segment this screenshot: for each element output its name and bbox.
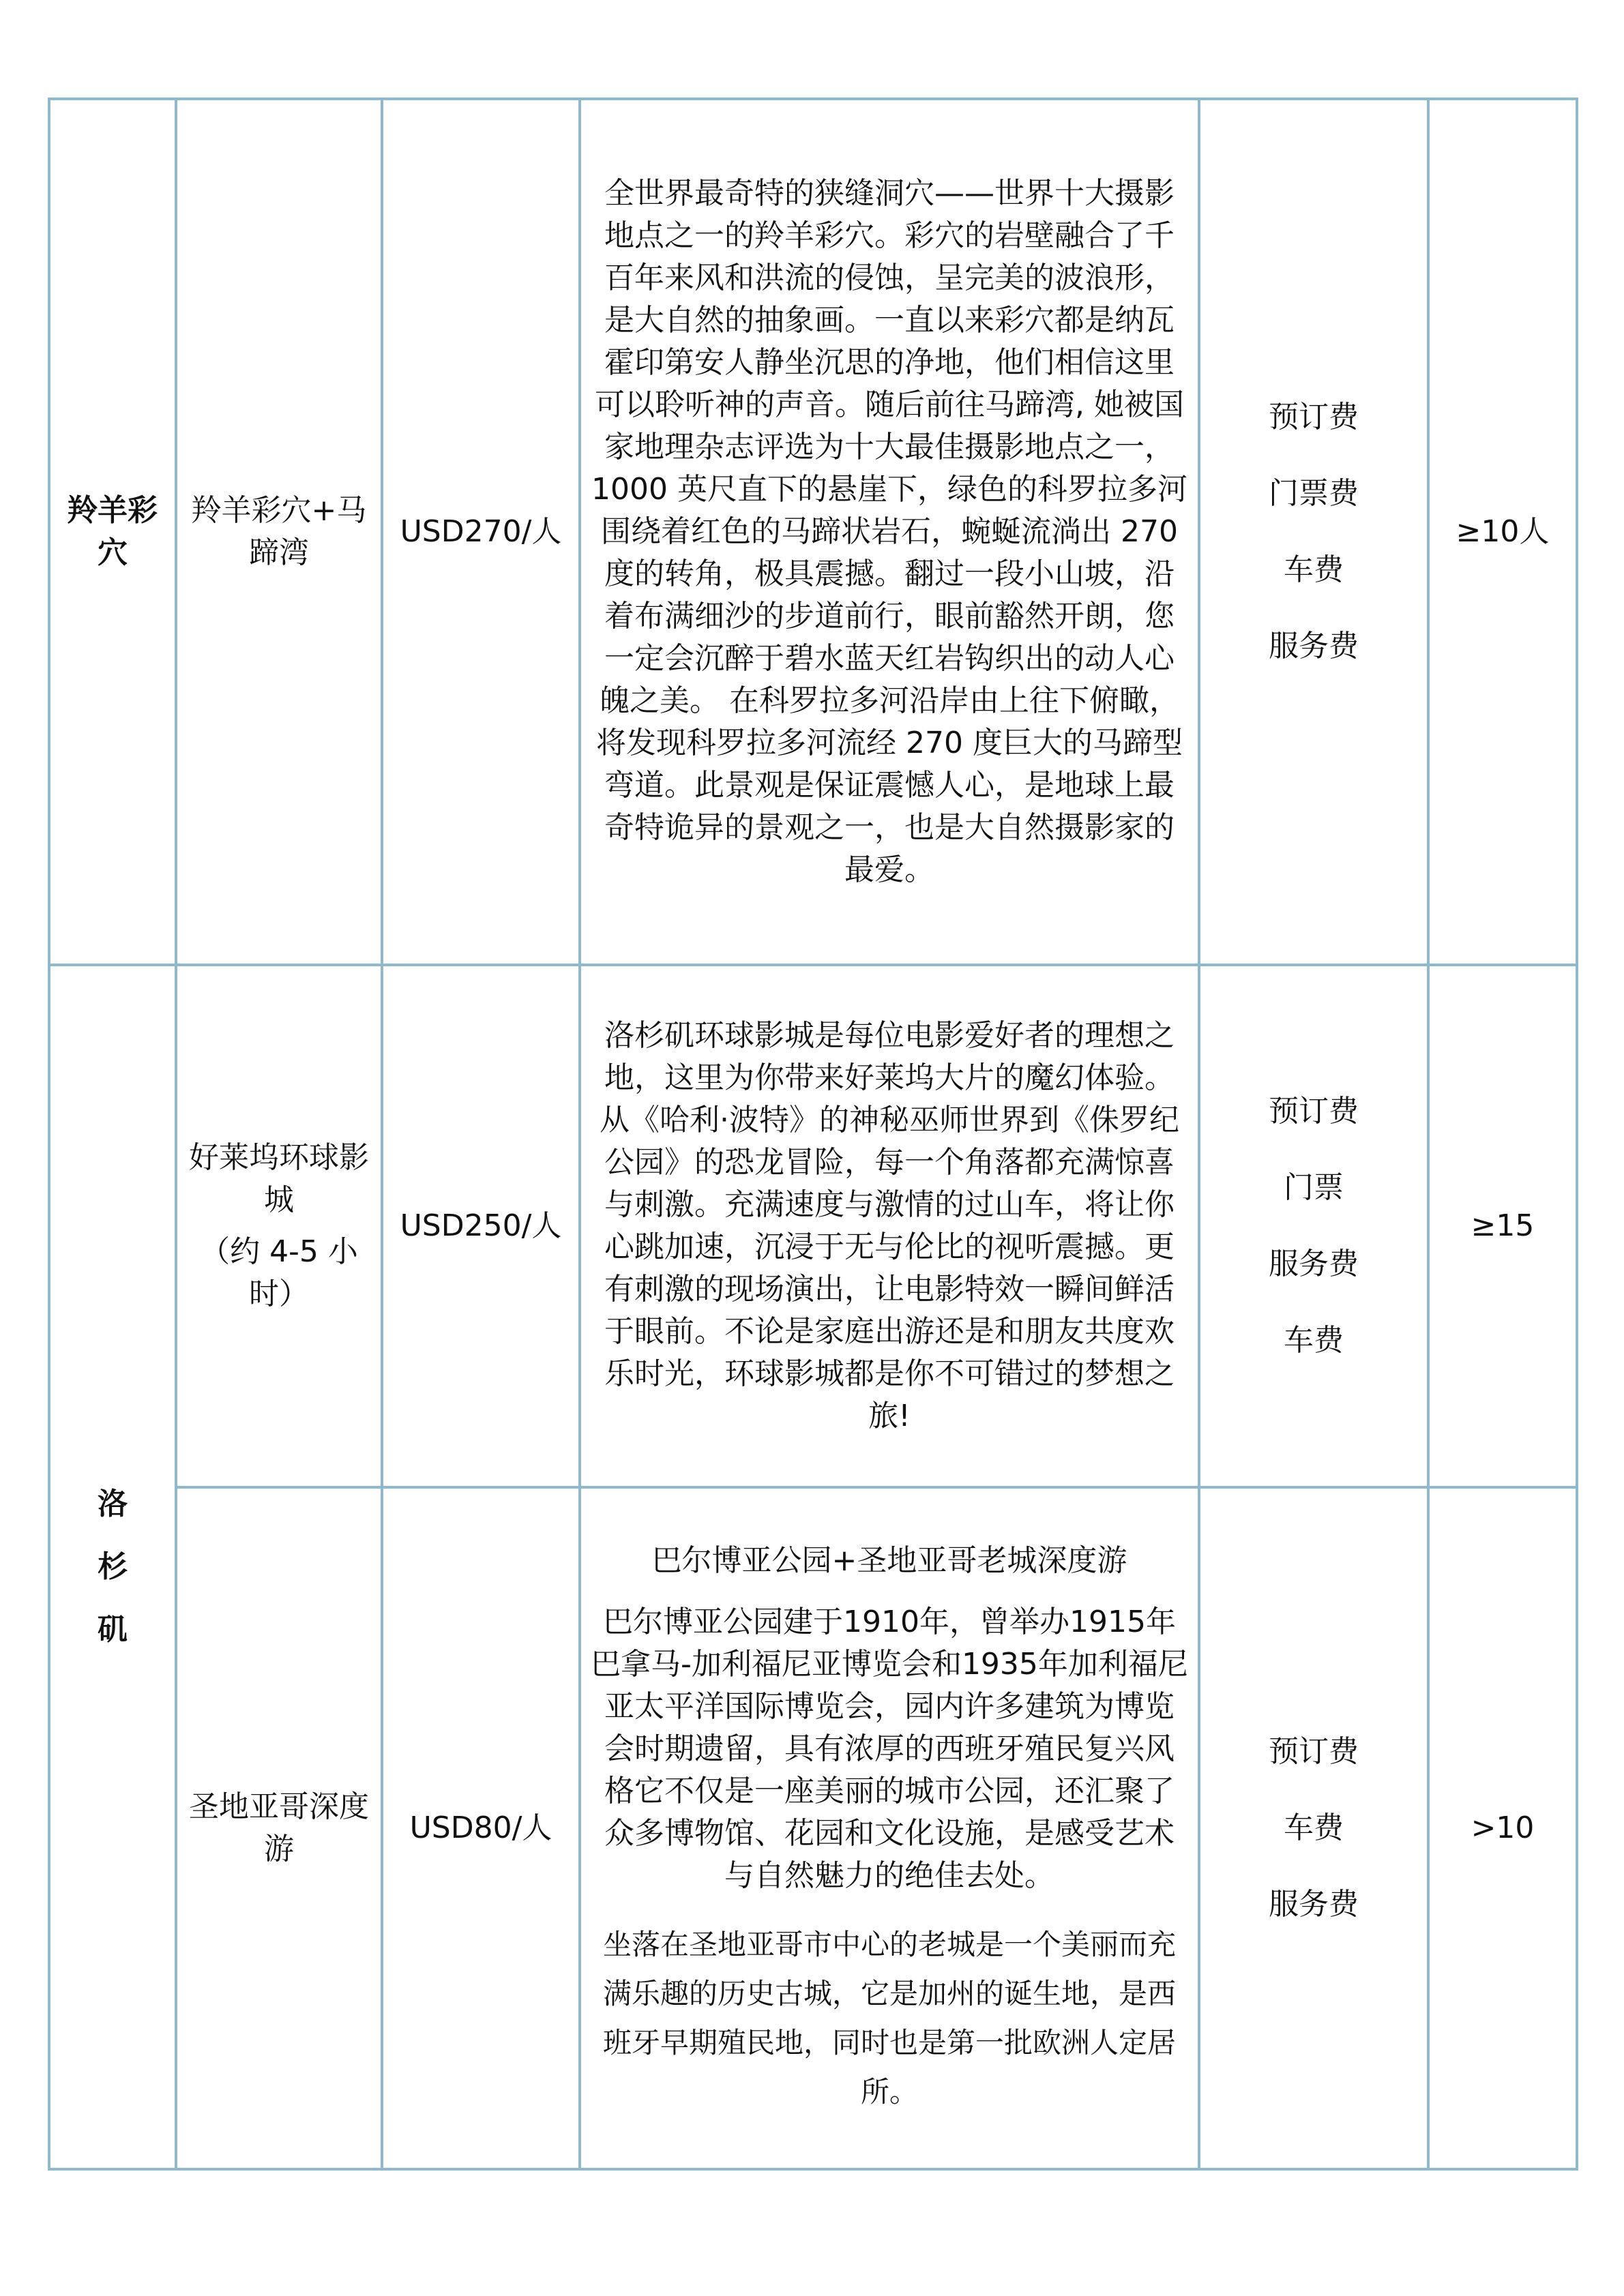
region-char: 洛 bbox=[98, 1487, 128, 1521]
fee-item: 车费 bbox=[1284, 1323, 1344, 1358]
price-cell bbox=[382, 99, 580, 965]
price-cell bbox=[382, 965, 580, 1487]
product-cell bbox=[176, 1487, 382, 2169]
product-cell bbox=[176, 965, 382, 1487]
region-char: 杉 bbox=[98, 1549, 128, 1584]
description-cell bbox=[580, 1487, 1199, 2169]
group-size: ≥15 bbox=[1471, 1208, 1535, 1243]
fees-cell bbox=[1199, 1487, 1428, 2169]
region-char: 矶 bbox=[98, 1612, 128, 1647]
fee-item: 服务费 bbox=[1269, 1247, 1359, 1281]
region-cell bbox=[49, 99, 176, 965]
fee-item: 门票 bbox=[1284, 1170, 1344, 1205]
fees-cell bbox=[1199, 965, 1428, 1487]
price: USD80/人 bbox=[409, 1810, 552, 1845]
description-text-2: 坐落在圣地亚哥市中心的老城是一个美丽而充满乐趣的历史古城，它是加州的诞生地，是西班牙早期殖民地，同时也是第一批欧洲人定居所。 bbox=[602, 1928, 1176, 2108]
price-cell bbox=[382, 1487, 580, 2169]
product-cell bbox=[176, 99, 382, 965]
product-name: 圣地亚哥深度游 bbox=[189, 1789, 369, 1866]
product-duration: （约 4-5 小时） bbox=[200, 1234, 358, 1311]
tour-table bbox=[48, 98, 1578, 2171]
table-row bbox=[49, 99, 1577, 965]
description-cell bbox=[580, 99, 1199, 965]
group-size-cell bbox=[1428, 965, 1577, 1487]
group-size-cell bbox=[1428, 1487, 1577, 2169]
fee-item: 服务费 bbox=[1269, 1887, 1359, 1922]
group-size: >10 bbox=[1471, 1810, 1535, 1845]
price: USD250/人 bbox=[400, 1208, 562, 1243]
fee-item: 门票费 bbox=[1269, 476, 1359, 511]
fees-cell bbox=[1199, 99, 1428, 965]
table-row bbox=[49, 1487, 1577, 2169]
group-size-cell bbox=[1428, 99, 1577, 965]
product-name: 羚羊彩穴+马蹄湾 bbox=[191, 493, 367, 570]
fee-item: 车费 bbox=[1284, 552, 1344, 587]
product-name: 好莱坞环球影城 bbox=[189, 1140, 369, 1217]
fee-item: 预订费 bbox=[1269, 400, 1359, 434]
fee-item: 服务费 bbox=[1269, 629, 1359, 664]
description-text: 洛杉矶环球影城是每位电影爱好者的理想之地，这里为你带来好莱坞大片的魔幻体验。从《哈利·波特》的神秘巫师世界到《侏罗纪公园》的恐龙冒险，每一个角落都充满惊喜与刺激。充满速度与激情的过山车，将让你心跳加速，沉浸于无与伦比的视听震撼。更有刺激的现场演出，让电影特效一瞬间鲜活于眼前。不论是家庭出游还是和朋友共度欢乐时光，环球影城都是你不可错过的梦想之旅! bbox=[600, 1018, 1179, 1433]
description-text: 全世界最奇特的狭缝洞穴——世界十大摄影地点之一的羚羊彩穴。彩穴的岩壁融合了千百年来风和洪流的侵蚀，呈完美的波浪形，是大自然的抽象画。一直以来彩穴都是纳瓦霍印第安人静坐沉思的净地，他们相信这里可以聆听神的声音。随后前往马蹄湾, 她被国家地理杂志评选为十大最佳摄影地点之一，1000 英尺直下的悬崖下，绿色的科罗拉多河围绕着红色的马蹄状岩石，蜿蜒流淌出 270 度的转角，极具震撼。翻过一段小山坡，沿着布满细沙的步道前行，眼前豁然开朗，您一定会沉醉于碧水蓝天红岩钩织出的动人心魄之美。 在科罗拉多河沿岸由上往下俯瞰，将发现科罗拉多河流经 270 度巨大的马蹄型弯道。此景观是保证震憾人心，是地球上最奇特诡异的景观之一，也是大自然摄影家的最爱。 bbox=[591, 176, 1187, 887]
group-size: ≥10人 bbox=[1456, 514, 1550, 549]
region-name: 羚羊彩穴 bbox=[68, 493, 158, 570]
table-row bbox=[49, 965, 1577, 1487]
region-cell bbox=[49, 965, 176, 2169]
fee-item: 车费 bbox=[1284, 1810, 1344, 1845]
price: USD270/人 bbox=[400, 514, 562, 549]
description-subtitle: 巴尔博亚公园+圣地亚哥老城深度游 bbox=[651, 1543, 1127, 1578]
description-cell bbox=[580, 965, 1199, 1487]
fee-item: 预订费 bbox=[1269, 1734, 1359, 1769]
fee-item: 预订费 bbox=[1269, 1094, 1359, 1129]
description-text: 巴尔博亚公园建于1910年，曾举办1915年巴拿马-加利福尼亚博览会和1935年加利福尼亚太平洋国际博览会，园内许多建筑为博览会时期遗留，具有浓厚的西班牙殖民复兴风格它不仅是一座美丽的城市公园，还汇聚了众多博物馆、花园和文化设施，是感受艺术与自然魅力的绝佳去处。 bbox=[591, 1605, 1188, 1893]
